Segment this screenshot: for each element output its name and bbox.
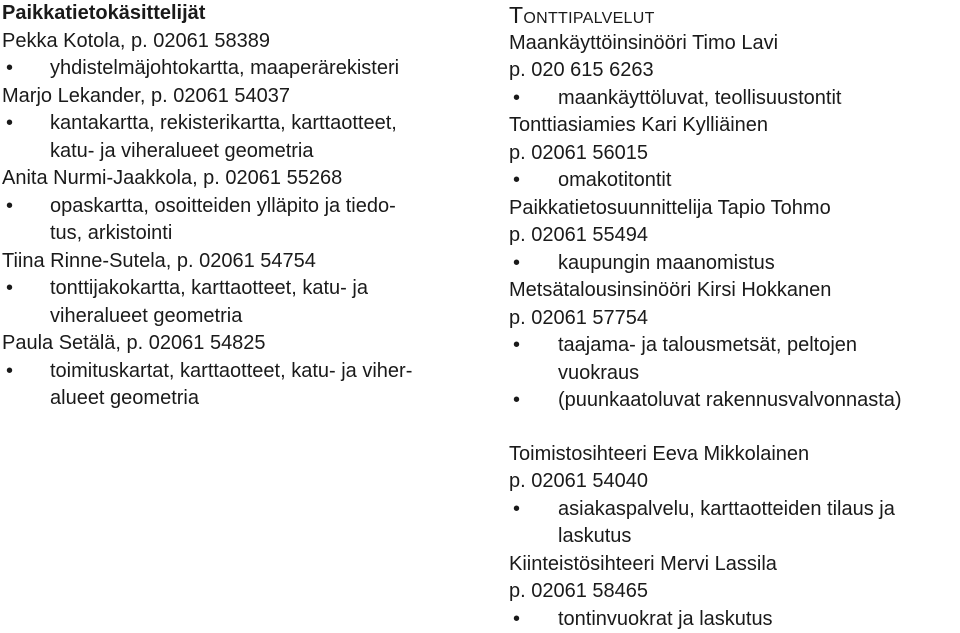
responsibility-text: tus, arkistointi <box>50 222 173 244</box>
responsibility-item <box>2 358 480 386</box>
responsibility-item <box>509 496 959 524</box>
section-heading-tonttipalvelut: Tonttipalvelut <box>509 2 655 28</box>
responsibility-text: tonttijakokartta, karttaotteet, katu- ja <box>50 277 368 299</box>
contact-phone: p. 02061 56015 <box>509 141 649 164</box>
contact-title-name: Toimistosihteeri Eeva Mikkolainen <box>509 442 810 465</box>
responsibility-text: laskutus <box>558 525 632 547</box>
responsibility-text: omakotitontit <box>558 169 672 191</box>
contact-title-name: Kiinteistösihteeri Mervi Lassila <box>509 552 777 575</box>
responsibility-text: viheralueet geometria <box>50 304 243 327</box>
contact-name-phone: Marjo Lekander, p. 02061 54037 <box>2 84 290 107</box>
bullet-icon: • <box>513 607 521 630</box>
responsibility-text: kaupungin maanomistus <box>558 251 775 274</box>
responsibility-continuation <box>509 360 959 388</box>
bullet-icon: • <box>6 194 14 217</box>
left-column <box>2 0 480 413</box>
responsibility-continuation <box>509 523 959 551</box>
responsibility-text: opaskartta, osoitteiden ylläpito ja tiedo- <box>50 194 396 217</box>
responsibility-item <box>2 110 480 138</box>
responsibility-item <box>509 387 959 415</box>
responsibility-item <box>2 193 480 221</box>
responsibility-text: alueet geometria <box>50 387 199 409</box>
responsibility-text: yhdistelmäjohtokartta, maaperärekisteri <box>50 57 400 79</box>
bullet-icon: • <box>6 57 14 79</box>
responsibility-text: kantakartta, rekisterikartta, karttaotteet, <box>50 112 397 134</box>
responsibility-continuation <box>2 385 480 413</box>
contact-name-phone: Anita Nurmi-Jaakkola, p. 02061 55268 <box>2 167 343 189</box>
section-spacer <box>509 415 959 441</box>
contact-title-name: Metsätalousinsinööri Kirsi Hokkanen <box>509 279 832 301</box>
bullet-icon: • <box>513 497 521 520</box>
bullet-icon: • <box>513 86 521 109</box>
responsibility-text: vuokraus <box>558 361 640 384</box>
bullet-icon: • <box>6 359 14 382</box>
contact-phone: p. 020 615 6263 <box>509 59 654 81</box>
responsibility-item <box>509 606 959 633</box>
responsibility-item <box>509 167 959 195</box>
responsibility-text: maankäyttöluvat, teollisuustontit <box>558 86 842 109</box>
bullet-icon: • <box>513 251 521 274</box>
responsibility-text: toimituskartat, karttaotteet, katu- ja viher- <box>50 359 413 382</box>
contact-phone: p. 02061 55494 <box>509 224 649 246</box>
bullet-icon: • <box>513 334 521 356</box>
responsibility-item <box>509 85 959 113</box>
contact-title-name: Tonttiasiamies Kari Kylliäinen <box>509 114 769 136</box>
responsibility-text: tontinvuokrat ja laskutus <box>558 607 773 630</box>
contact-name-phone: Paula Setälä, p. 02061 54825 <box>2 332 266 354</box>
contact-phone: p. 02061 57754 <box>509 306 649 329</box>
bullet-icon: • <box>513 169 521 191</box>
bullet-icon: • <box>6 112 14 134</box>
responsibility-item <box>509 250 959 278</box>
contact-title-name: Maankäyttöinsinööri Timo Lavi <box>509 31 779 54</box>
contact-title-name: Paikkatietosuunnittelija Tapio Tohmo <box>509 196 831 219</box>
contact-phone: p. 02061 54040 <box>509 470 649 492</box>
responsibility-text: (puunkaatoluvat rakennusvalvonnasta) <box>558 389 902 411</box>
responsibility-item <box>2 55 480 83</box>
contact-name-phone: Tiina Rinne-Sutela, p. 02061 54754 <box>2 249 316 272</box>
responsibility-item <box>2 275 480 303</box>
contact-name-phone: Pekka Kotola, p. 02061 58389 <box>2 29 270 52</box>
responsibility-text: taajama- ja talousmetsät, peltojen <box>558 334 858 356</box>
contact-phone: p. 02061 58465 <box>509 580 649 602</box>
responsibility-text: asiakaspalvelu, karttaotteiden tilaus ja <box>558 497 895 520</box>
section-heading-paikkatietokasittelijat: Paikkatietokäsittelijät <box>2 2 206 24</box>
responsibility-continuation <box>2 220 480 248</box>
right-column <box>509 0 959 633</box>
responsibility-text: katu- ja viheralueet geometria <box>50 139 314 162</box>
responsibility-item <box>509 332 959 360</box>
responsibility-continuation <box>2 138 480 166</box>
bullet-icon: • <box>6 277 14 299</box>
bullet-icon: • <box>513 389 521 411</box>
responsibility-continuation <box>2 303 480 331</box>
